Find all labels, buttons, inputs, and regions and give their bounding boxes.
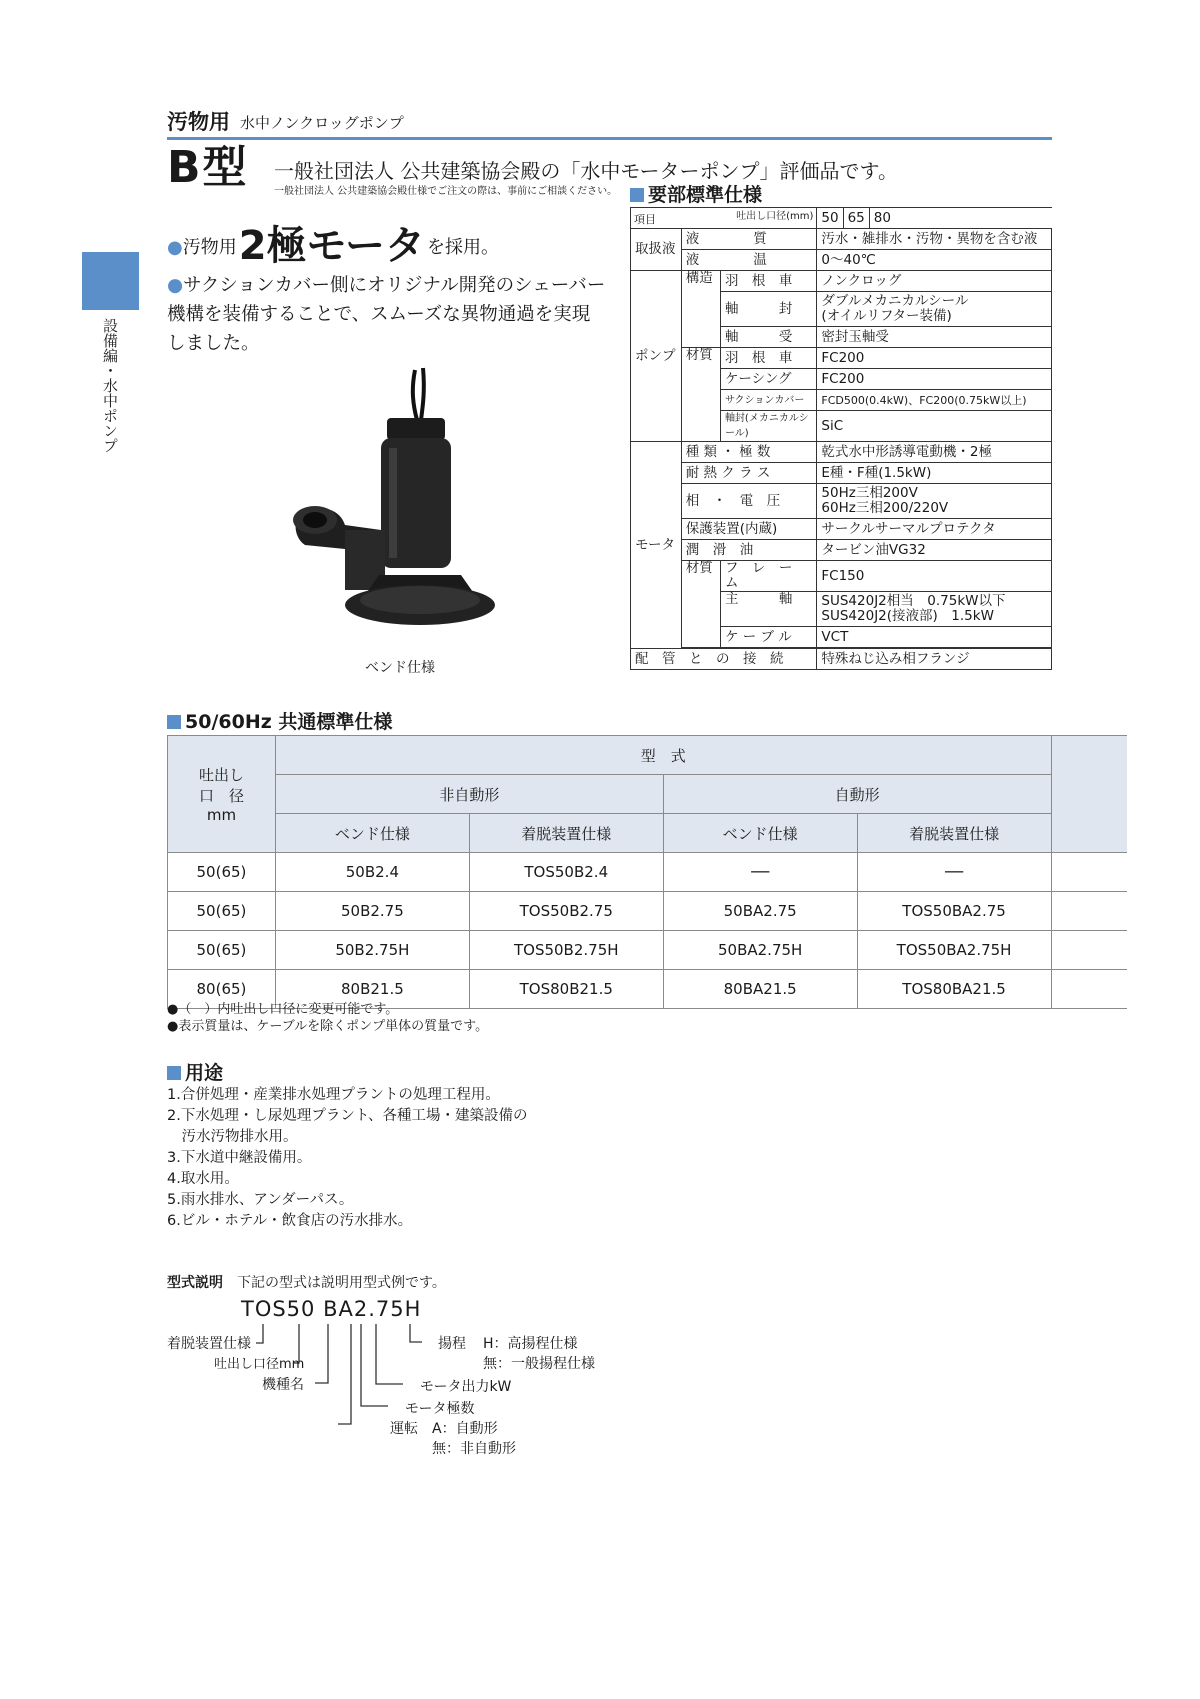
common-bore-line1: 吐出し (198, 766, 244, 784)
spec-title-text: 要部標準仕様 (648, 184, 763, 206)
common-bore-line2: 口 径 (198, 787, 244, 805)
spec-seal-line1: ダブルメカニカルシール (821, 293, 969, 309)
label-op: 運転 (390, 1421, 418, 1437)
spec-m-material: 材質 (681, 561, 720, 648)
spec-material: 材質 (681, 348, 720, 442)
spec-pipe-value: 特殊ねじ込み相フランジ (817, 649, 1052, 670)
common-bore-line3: mm (206, 806, 237, 824)
table-cell: 50BA2.75H (663, 931, 857, 970)
spec-pipe-label: 配 管 と の 接 続 (631, 649, 817, 670)
feature-highlight: 2極モータ (238, 223, 425, 269)
common-spec-table (167, 735, 1127, 1009)
table-cell: TOS50B2.75H (469, 931, 663, 970)
spec-item-label: 項目 (634, 213, 656, 226)
pump-photo (285, 360, 505, 650)
label-bore: 吐出し口径mm (214, 1357, 305, 1372)
table-cell: 80(65) (168, 970, 276, 1009)
table-cell-blank (1051, 970, 1127, 1009)
spec-phase-line1: 50Hz三相200V (821, 485, 918, 501)
label-poles: モータ極数 (405, 1401, 475, 1417)
feature-suffix: を採用。 (426, 237, 499, 258)
model-code-b: BA2.75H (323, 1297, 422, 1321)
spec-phase-label: 相 ・ 電 圧 (681, 484, 817, 519)
feature-shaver-text: サクションカバー側にオリジナル開発のシェーバー機構を装備することで、スムーズな異物通過を実現しました。 (167, 275, 606, 354)
spec-lub-value: タービン油VG32 (817, 540, 1052, 561)
spec-phase-line2: 60Hz三相200/220V (821, 500, 949, 516)
feature-prefix: 汚物用 (182, 237, 237, 258)
label-detach: 着脱装置仕様 (167, 1336, 251, 1352)
spec-seal-label: 軸 封 (720, 292, 816, 327)
spec-mseal-value: SiC (817, 411, 1052, 442)
common-note-1: ●（ ）内吐出し口径に変更可能です。 (167, 1002, 399, 1017)
spec-impeller-value: ノンクロッグ (817, 271, 1052, 292)
spec-bearing-value: 密封玉軸受 (817, 327, 1052, 348)
common-bend2-header: ベンド仕様 (663, 814, 857, 853)
common-detach-header: 着脱装置仕様 (469, 814, 663, 853)
side-tab-marker (82, 252, 139, 310)
square-icon (630, 188, 644, 202)
spec-casing-value: FC200 (817, 369, 1052, 390)
spec-impeller-label: 羽 根 車 (720, 271, 816, 292)
table-cell: TOS50BA2.75 (857, 892, 1051, 931)
spec-m-impeller-value: FC200 (817, 348, 1052, 369)
side-tab-label: 設備編・水中ポンプ (101, 318, 119, 453)
spec-size-50: 50 (817, 208, 843, 229)
list-item: 3.下水道中継設備用。 (167, 1150, 312, 1166)
header-rule (167, 137, 1052, 140)
label-output: モータ出力kW (420, 1379, 512, 1395)
model-code-a: TOS50 (241, 1297, 316, 1321)
spec-phase-value (817, 484, 1052, 519)
explanation-title: 型式説明 (167, 1275, 223, 1291)
spec-lub-label: 潤 滑 油 (681, 540, 817, 561)
table-cell: 80B21.5 (275, 970, 469, 1009)
spec-type-label: 種 類 ・ 極 数 (681, 442, 817, 463)
spec-shaft-label: 主 軸 (720, 592, 816, 627)
uses-title-text: 用途 (185, 1062, 224, 1084)
spec-seal-line2: (オイルリフター装備) (821, 308, 952, 324)
table-cell: ── (857, 853, 1051, 892)
label-head: 揚程 (438, 1336, 466, 1352)
common-title-text: 50/60Hz 共通標準仕様 (185, 711, 393, 733)
label-op-n: 無：非自動形 (432, 1441, 516, 1457)
table-cell: 50B2.4 (275, 853, 469, 892)
common-bore-header (168, 736, 276, 853)
spec-liquid-value: 汚水・雑排水・汚物・異物を含む液 (817, 229, 1052, 250)
table-cell: TOS50B2.75 (469, 892, 663, 931)
spec-temp-value: 0～40℃ (817, 250, 1052, 271)
category-heading: 汚物用 (167, 110, 230, 134)
spec-pump: ポンプ (631, 271, 682, 442)
list-item: 1.合併処理・産業排水処理プラントの処理工程用。 (167, 1087, 500, 1103)
label-head-h: H：高揚程仕様 (483, 1336, 578, 1352)
spec-corner-cell (631, 208, 817, 229)
label-op-a: A：自動形 (432, 1421, 498, 1437)
spec-size-80: 80 (869, 208, 1051, 229)
table-cell: TOS80BA21.5 (857, 970, 1051, 1009)
table-row (168, 853, 1128, 892)
common-note-2: ●表示質量は、ケーブルを除くポンプ単体の質量です。 (167, 1019, 489, 1034)
spec-protect-label: 保護装置(内蔵) (681, 519, 817, 540)
bullet-icon: ● (167, 237, 183, 258)
table-cell: ── (663, 853, 857, 892)
model-title: B型 (167, 142, 249, 193)
spec-title (630, 180, 762, 207)
photo-caption: ベンド仕様 (365, 660, 435, 676)
spec-bore-label: 吐出し口径(mm) (736, 211, 814, 222)
spec-shaft-line2: SUS420J2(接液部) 1.5kW (821, 608, 994, 624)
spec-cable-value: VCT (817, 627, 1052, 648)
uses-title (167, 1058, 223, 1085)
category-subtitle: 水中ノンクロッグポンプ (240, 114, 404, 132)
label-kind: 機種名 (262, 1377, 304, 1393)
spec-insul-label: 耐 熱 ク ラ ス (681, 463, 817, 484)
table-cell: 50B2.75 (275, 892, 469, 931)
list-item: 4.取水用。 (167, 1171, 239, 1187)
square-icon (167, 715, 181, 729)
common-blank-header (1051, 736, 1127, 853)
table-cell: TOS50BA2.75H (857, 931, 1051, 970)
spec-motor: モータ (631, 442, 682, 649)
bullet-icon: ● (167, 275, 184, 296)
spec-handling: 取扱液 (631, 229, 682, 271)
spec-mseal-label: 軸封(メカニカルシール) (720, 411, 816, 442)
spec-m-impeller-label: 羽 根 車 (720, 348, 816, 369)
uses-list (167, 1085, 528, 1232)
table-cell: TOS50B2.4 (469, 853, 663, 892)
table-cell-blank (1051, 931, 1127, 970)
spec-frame-label: フ レ ー ム (720, 561, 816, 592)
label-head-n: 無：一般揚程仕様 (483, 1356, 595, 1372)
spec-liquid-label: 液 質 (681, 229, 817, 250)
table-cell: 80BA21.5 (663, 970, 857, 1009)
table-cell: 50BA2.75 (663, 892, 857, 931)
common-detach2-header: 着脱装置仕様 (857, 814, 1051, 853)
spec-structure: 構造 (681, 271, 720, 348)
common-notes (167, 1001, 488, 1035)
spec-frame-value: FC150 (817, 561, 1052, 592)
spec-cable-label: ケ ー ブ ル (720, 627, 816, 648)
spec-bearing-label: 軸 受 (720, 327, 816, 348)
explanation-heading (167, 1272, 446, 1292)
spec-table (630, 207, 1052, 670)
table-cell: 50B2.75H (275, 931, 469, 970)
square-icon (167, 1066, 181, 1080)
table-cell-blank (1051, 853, 1127, 892)
explanation-subtitle: 下記の型式は説明用型式例です。 (237, 1275, 446, 1291)
list-item: 2.下水処理・し尿処理プラント、各種工場・建築設備の (167, 1108, 528, 1124)
list-item: 6.ビル・ホテル・飲食店の汚水排水。 (167, 1213, 413, 1229)
spec-suction-value: FCD500(0.4kW)、FC200(0.75kW以上) (817, 390, 1052, 411)
spec-size-65: 65 (843, 208, 869, 229)
table-row (168, 892, 1128, 931)
common-auto-header: 自動形 (663, 775, 1051, 814)
table-cell: 50(65) (168, 931, 276, 970)
common-title (167, 707, 392, 734)
spec-shaft-line1: SUS420J2相当 0.75kW以下 (821, 593, 1006, 609)
spec-suction-label: サクションカバー (720, 390, 816, 411)
spec-temp-label: 液 温 (681, 250, 817, 271)
common-bend-header: ベンド仕様 (275, 814, 469, 853)
table-cell-blank (1051, 892, 1127, 931)
feature-two-pole (167, 214, 499, 271)
spec-insul-value: E種・F種(1.5kW) (817, 463, 1052, 484)
spec-casing-label: ケーシング (720, 369, 816, 390)
spec-type-value: 乾式水中形誘導電動機・2極 (817, 442, 1052, 463)
list-item: 汚水汚物排水用。 (167, 1129, 298, 1145)
evaluation-text: 一般社団法人 公共建築協会殿の「水中モーターポンプ」評価品です。 (274, 159, 898, 183)
list-item: 5.雨水排水、アンダーパス。 (167, 1192, 354, 1208)
table-cell: 50(65) (168, 853, 276, 892)
table-cell: 50(65) (168, 892, 276, 931)
evaluation-note: 一般社団法人 公共建築協会殿仕様でご注文の際は、事前にご相談ください。 (274, 186, 618, 197)
common-manual-header: 非自動形 (275, 775, 663, 814)
table-row (168, 931, 1128, 970)
spec-shaft-value (817, 592, 1052, 627)
spec-protect-value: サークルサーマルプロテクタ (817, 519, 1052, 540)
feature-shaver (167, 271, 607, 358)
spec-seal-value (817, 292, 1052, 327)
common-model-header: 型 式 (275, 736, 1051, 775)
table-cell: TOS80B21.5 (469, 970, 663, 1009)
